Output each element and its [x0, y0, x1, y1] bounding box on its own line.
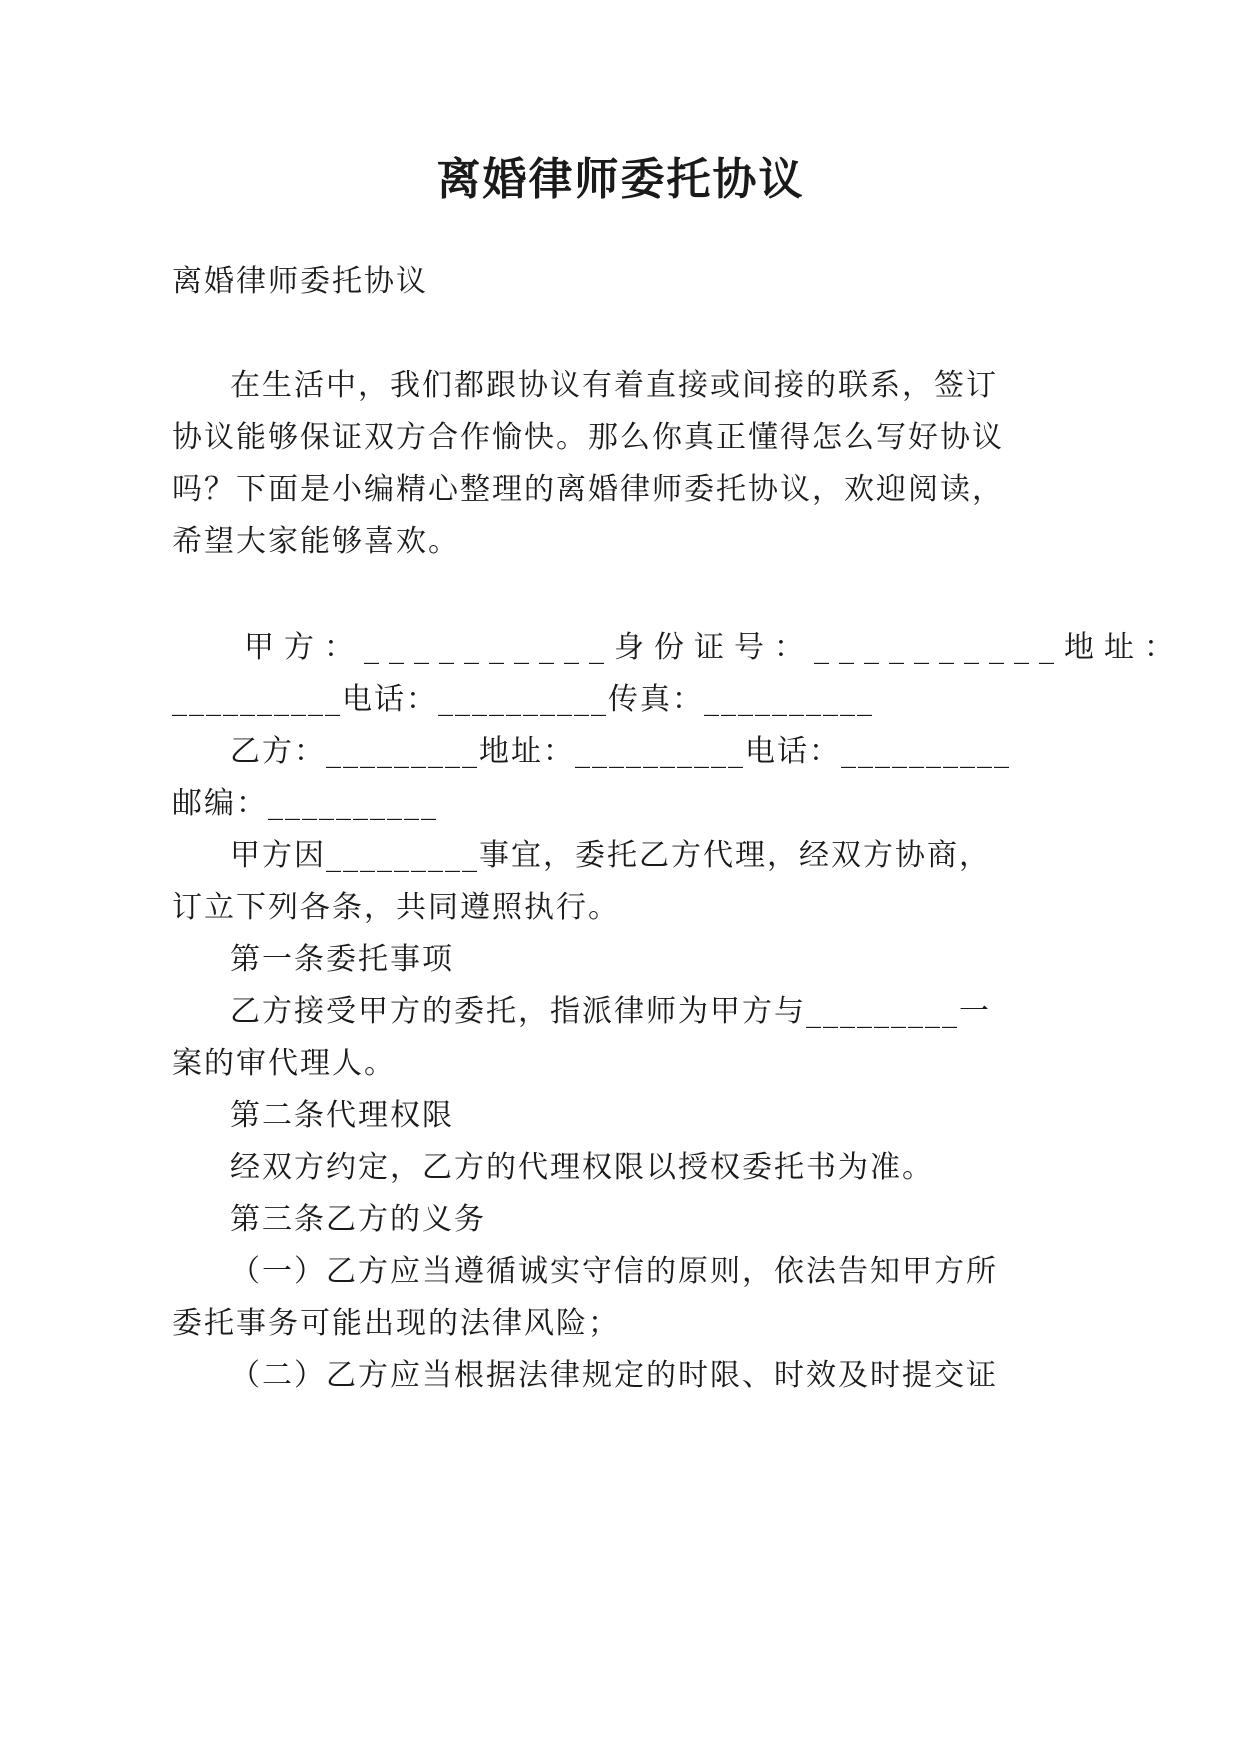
- intro-line: 希望大家能够喜欢。: [172, 524, 460, 559]
- party-b-line: 乙方：_________地址：__________电话：__________: [230, 734, 1011, 769]
- article-3-item-1: （一）乙方应当遵循诚实守信的原则，依法告知甲方所: [230, 1254, 998, 1289]
- preamble-line: 甲方因_________事宜，委托乙方代理，经双方协商，: [230, 838, 991, 873]
- intro-line: 在生活中，我们都跟协议有着直接或间接的联系，签订: [230, 368, 998, 403]
- article-3-heading: 第三条乙方的义务: [230, 1202, 486, 1237]
- intro-line: 吗？下面是小编精心整理的离婚律师委托协议，欢迎阅读，: [172, 472, 1004, 507]
- party-a-line: 甲方：__________身份证号：__________地址：: [244, 630, 1184, 665]
- preamble-line: 订立下列各条，共同遵照执行。: [172, 890, 620, 925]
- article-1-body: 案的审代理人。: [172, 1046, 396, 1081]
- article-3-item-2: （二）乙方应当根据法律规定的时限、时效及时提交证: [230, 1358, 998, 1393]
- article-3-item-1: 委托事务可能出现的法律风险；: [172, 1306, 620, 1341]
- article-1-body: 乙方接受甲方的委托，指派律师为甲方与_________一: [230, 994, 991, 1029]
- party-b-line: 邮编：__________: [172, 786, 438, 821]
- document-title: 离婚律师委托协议: [436, 154, 805, 205]
- intro-line: 协议能够保证双方合作愉快。那么你真正懂得怎么写好协议: [172, 420, 1004, 455]
- party-a-line: __________电话：__________传真：__________: [172, 682, 874, 717]
- document-subtitle: 离婚律师委托协议: [172, 264, 428, 299]
- article-1-heading: 第一条委托事项: [230, 942, 454, 977]
- article-2-heading: 第二条代理权限: [230, 1098, 454, 1133]
- article-2-body: 经双方约定，乙方的代理权限以授权委托书为准。: [230, 1150, 934, 1185]
